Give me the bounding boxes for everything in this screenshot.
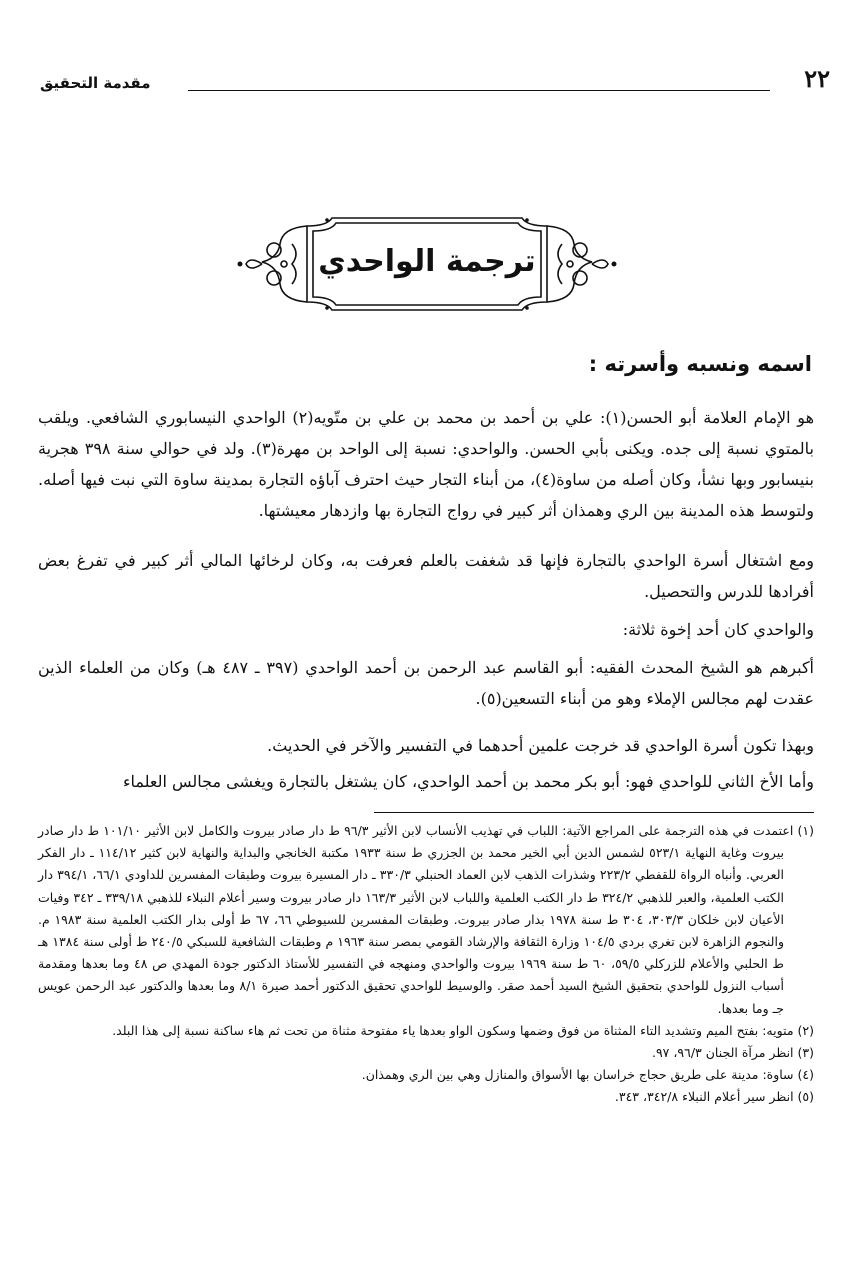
body-paragraph bbox=[38, 614, 814, 645]
paragraph-text: ومع اشتغال أسرة الواحدي بالتجارة فإنها قد شغفت بالعلم فعرفت به، وكان لرخائها المالي أثر كبير في تفرغ بعض أفرادها للدرس والتحصيل. bbox=[38, 551, 814, 601]
body-paragraph bbox=[38, 402, 814, 526]
title-cartouche bbox=[232, 214, 622, 314]
running-title: مقدمة التحقيق bbox=[40, 74, 151, 92]
header-rule bbox=[188, 90, 770, 91]
footnote-rule bbox=[374, 812, 814, 813]
paragraph-text: وأما الأخ الثاني للواحدي فهو: أبو بكر محمد بن أحمد الواحدي، كان يشتغل بالتجارة ويغشى مجالس العلماء bbox=[122, 772, 814, 791]
footnote: (٢) متويه: بفتح الميم وتشديد التاء المثناة من فوق وضمها وسكون الواو بعدها ياء مفتوحة مثناة من تحت ثم هاء ساكنة نسبة إلى هذا البلد. bbox=[112, 1022, 814, 1038]
section-heading: اسمه ونسبه وأسرته : bbox=[588, 352, 812, 376]
body-paragraph bbox=[38, 766, 814, 797]
footnote: (٥) انظر سير أعلام النبلاء ٣٤٢/٨، ٣٤٣. bbox=[614, 1089, 814, 1105]
paragraph-text: هو الإمام العلامة أبو الحسن(١): علي بن أحمد بن محمد بن علي بن متّويه(٢) الواحدي النيسابوري الشافعي. ويلقب بالمتوي نسبة إلى جده. ويكنى بأبي الحسن. والواحدي: نسبة إلى الواحد بن مهرة(٣). ولد في حوالي سنة ٣٩٨ هجرية بنيسابور وبها نشأ، وكان أصله من ساوة(٤)، من أبناء التجار حيث احترف آباؤه التجارة بمدينة ساوة التي نبت فيها أصله. ولتوسط هذه المدينة بين الري وهمذان أثر كبير في رواج التجارة بها وازدهار معيشتها. bbox=[38, 408, 815, 520]
paragraph-text: وبهذا تكون أسرة الواحدي قد خرجت علمين أحدهما في التفسير والآخر في الحديث. bbox=[267, 736, 814, 755]
footnotes bbox=[38, 820, 814, 1109]
body-paragraph bbox=[38, 652, 814, 714]
paragraph-text: أكبرهم هو الشيخ المحدث الفقيه: أبو القاسم عبد الرحمن بن أحمد الواحدي (٣٩٧ ـ ٤٨٧ هـ) وكان من العلماء الذين عقدت لهم مجالس الإملاء وهو من أبناء التسعين(٥). bbox=[38, 658, 815, 708]
body-paragraph bbox=[38, 545, 814, 607]
footnote: (١) اعتمدت في هذه الترجمة على المراجع الآتية: اللباب في تهذيب الأنساب لابن الأثير ٩٦/٣ ط دار صادر بيروت والكامل لابن الأثير ١٠١/١٠ ط دار صادر بيروت وغاية النهاية ٥٢٣/١ لشمس الدين أبي الخير محمد بن الجزري ط سنة ١٩٣٣ مكتبة الخانجي والبداية والنهاية لابن كثير ١١٤/١٢ ـ دار الفكر العربي. وأنباه الرواة للقفطي ٢٢٣/٢ وشذرات الذهب لابن العماد الحنبلي ٣٣٠/٣ ـ دار المسيرة بيروت وطبقات المفسرين للداودي ٦٦/١، ٣٩٤/١ دار الكتب العلمية، والعبر للذهبي ٣٢٤/٢ ط دار الكتب العلمية واللباب لابن الأثير ١٦٣/٣ دار صادر بيروت وسير أعلام النبلاء للذهبي ٣٣٩/١٨ ـ ٣٤٢ وفيات الأعيان لابن خلكان ٣٠٣/٣، ٣٠٤ ط سنة ١٩٧٨ بدار صادر بيروت. وطبقات المفسرين للسيوطي ٦٦، ٦٧ ط أولى بدار الكتب العلمية سنة ١٩٨٣ م. والنجوم الزاهرة لابن تغري بردي ١٠٤/٥ وزارة الثقافة والإرشاد القومي بمصر سنة ١٩٦٣ م وطبقات الشافعية للسبكي ٢٤٠/٥ ط أولى سنة ١٣٨٤ هـ ط الحلبي والأعلام للزركلي ٥٩/٥، ٦٠ ط سنة ١٩٦٩ بيروت والواحدي ومنهجه في التفسير للأستاذ الدكتور جودة المهدي ص ٤٨ وما بعدها ومقدمة أسباب النزول للواحدي بتحقيق الشيخ السيد أحمد صقر. والوسيط للواحدي تحقيق الدكتور أحمد صيرة ٨/١ وما بعدها والدكتور عبد الرحمن عويس جـ وما بعدها. bbox=[38, 823, 814, 1016]
page-number: ٢٢ bbox=[804, 64, 830, 93]
footnote: (٤) ساوة: مدينة على طريق حجاج خراسان بها الأسواق والمنازل وهي بين الري وهمذان. bbox=[361, 1067, 814, 1083]
body-paragraph bbox=[38, 730, 814, 761]
footnote: (٣) انظر مرآة الجنان ٩٦/٣، ٩٧. bbox=[651, 1045, 814, 1061]
page-header bbox=[40, 64, 830, 104]
paragraph-text: والواحدي كان أحد إخوة ثلاثة: bbox=[622, 620, 814, 639]
chapter-title: ترجمة الواحدي bbox=[318, 244, 536, 279]
